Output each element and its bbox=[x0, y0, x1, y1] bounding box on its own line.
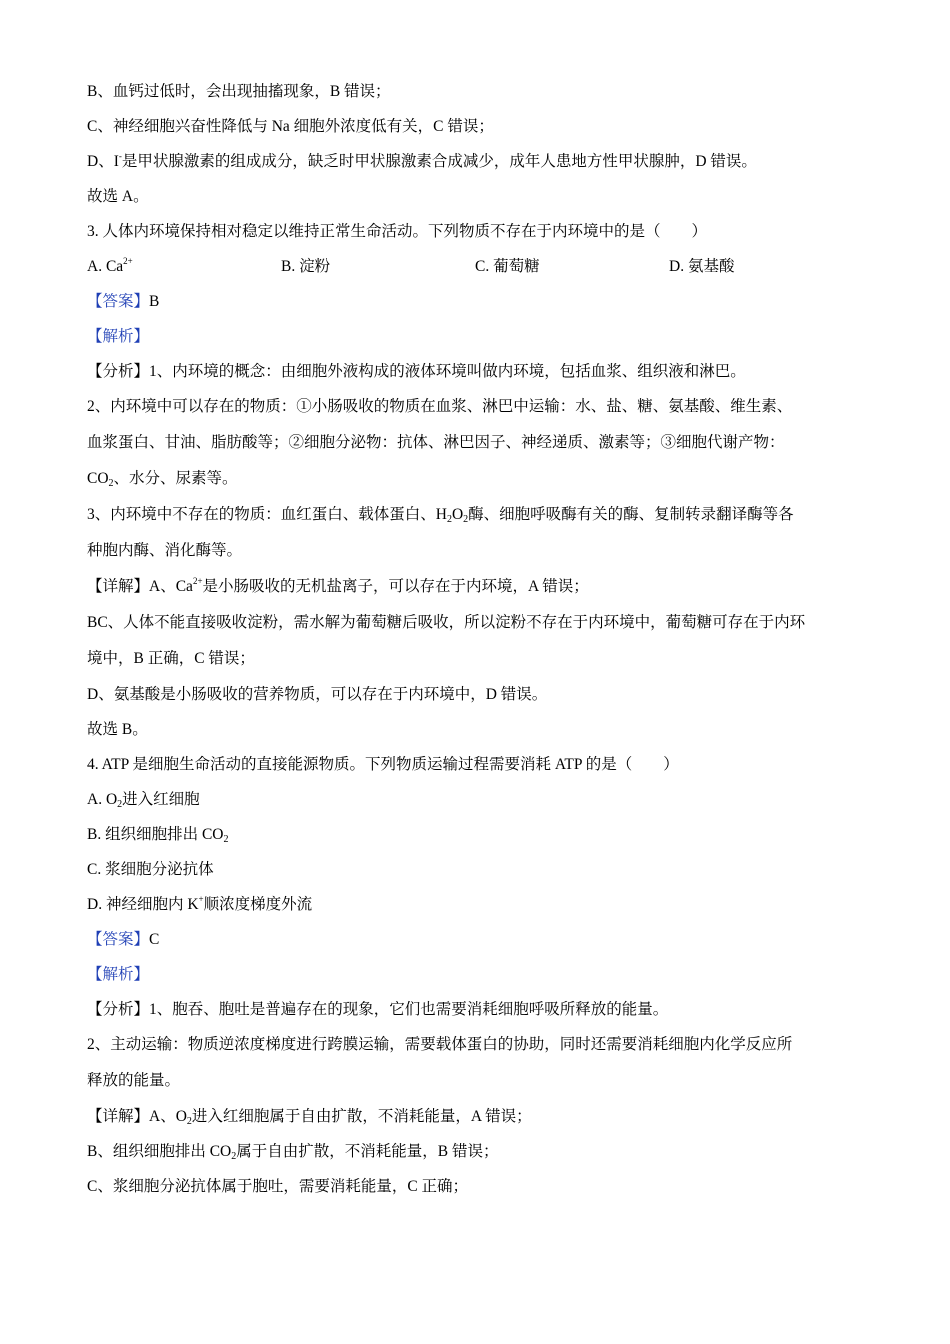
q3-option-c: C. 葡萄糖 bbox=[475, 258, 540, 275]
q3-analysis-3-line-2: 种胞内酶、消化酶等。 bbox=[87, 542, 243, 559]
q4-detail-2: B、组织细胞排出 $CO_2$属于自由扩散，不消耗能量，B 错误； bbox=[87, 1143, 499, 1162]
q3-analysis-2-line-1: 2、内环境中可以存在的物质：①小肠吸收的物质在血浆、淋巴中运输：水、盐、糖、氨基酸、维生素、 bbox=[87, 398, 793, 415]
q3-option-b: B. 淀粉 bbox=[281, 258, 331, 275]
q3-detail-3: D、氨基酸是小肠吸收的营养物质，可以存在于内环境中，D 错误。 bbox=[87, 686, 548, 703]
q3-option-d: D. 氨基酸 bbox=[669, 258, 735, 275]
q3-detail-2-line-1: BC、人体不能直接吸收淀粉，需水解为葡萄糖后吸收，所以淀粉不存在于内环境中，葡萄糖可存在于内环 bbox=[87, 614, 806, 631]
document-page bbox=[87, 78, 877, 1208]
answer-tag: 【答案】 bbox=[87, 293, 150, 310]
q3-analysis-heading bbox=[87, 323, 877, 358]
q3-stem: 3. 人体内环境保持相对稳定以维持正常生命活动。下列物质不存在于内环境中的是（ ） bbox=[87, 223, 708, 240]
analysis-tag: 【解析】 bbox=[87, 966, 150, 983]
q3-detail-1: 【详解】A、$Ca^{2+}$是小肠吸收的无机盐离子，可以存在于内环境，A 错误； bbox=[87, 576, 589, 595]
q4-analysis-2-line-1: 2、主动运输：物质逆浓度梯度进行跨膜运输，需要载体蛋白的协助，同时还需要消耗细胞内化学反应所 bbox=[87, 1036, 793, 1053]
q4-option-b: B. 组织细胞排出 $CO_2$ bbox=[87, 826, 229, 845]
q3-detail-2-line-2: 境中，B 正确，C 错误； bbox=[87, 650, 255, 667]
answer-tag: 【答案】 bbox=[87, 931, 150, 948]
q2-option-c-explanation: C、神经细胞兴奋性降低与 Na 细胞外浓度低有关，C 错误； bbox=[87, 118, 494, 135]
q4-detail-3: C、浆细胞分泌抗体属于胞吐，需要消耗能量，C 正确； bbox=[87, 1178, 469, 1195]
q3-analysis-2-line-3: $CO_2$、水分、尿素等。 bbox=[87, 470, 238, 489]
q3-answer: 【答案】B bbox=[87, 293, 160, 310]
q4-analysis-2-line-2: 释放的能量。 bbox=[87, 1072, 181, 1089]
q2-option-d-explanation: D、I-是甲状腺激素的组成成分，缺乏时甲状腺激素合成减少，成年人患地方性甲状腺肿，D 错误。 bbox=[87, 151, 757, 170]
q3-analysis-2-line-2: 血浆蛋白、甘油、脂肪酸等；②细胞分泌物：抗体、淋巴因子、神经递质、激素等；③细胞代谢产物： bbox=[87, 434, 785, 451]
q2-conclusion: 故选 A。 bbox=[87, 188, 149, 205]
q3-conclusion: 故选 B。 bbox=[87, 721, 148, 738]
q3-option-a: A. $Ca^{2+}$ bbox=[87, 256, 133, 275]
analysis-tag: 【解析】 bbox=[87, 328, 150, 345]
q3-analysis-3-line-1: 3、内环境中不存在的物质：血红蛋白、载体蛋白、$H_2O_2$酶、细胞呼吸酶有关的酶、复制转录翻译酶等各 bbox=[87, 506, 794, 525]
q4-option-d: D. 神经细胞内 K+顺浓度梯度外流 bbox=[87, 894, 313, 913]
q3-analysis-1: 【分析】1、内环境的概念：由细胞外液构成的液体环境叫做内环境，包括血浆、组织液和淋巴。 bbox=[87, 363, 746, 380]
q4-option-c: C. 浆细胞分泌抗体 bbox=[87, 861, 214, 878]
q4-analysis-heading bbox=[87, 961, 877, 996]
q4-analysis-1: 【分析】1、胞吞、胞吐是普遍存在的现象，它们也需要消耗细胞呼吸所释放的能量。 bbox=[87, 1001, 669, 1018]
q4-detail-1: 【详解】A、$O_2$进入红细胞属于自由扩散，不消耗能量，A 错误； bbox=[87, 1108, 532, 1127]
q2-option-b-explanation: B、血钙过低时，会出现抽搐现象，B 错误； bbox=[87, 83, 391, 100]
q4-option-a: A. $O_2$进入红细胞 bbox=[87, 791, 200, 810]
q3-options bbox=[87, 253, 877, 288]
q4-stem: 4. ATP 是细胞生命活动的直接能源物质。下列物质运输过程需要消耗 ATP 的是（ ） bbox=[87, 756, 679, 773]
q4-answer: 【答案】C bbox=[87, 931, 160, 948]
